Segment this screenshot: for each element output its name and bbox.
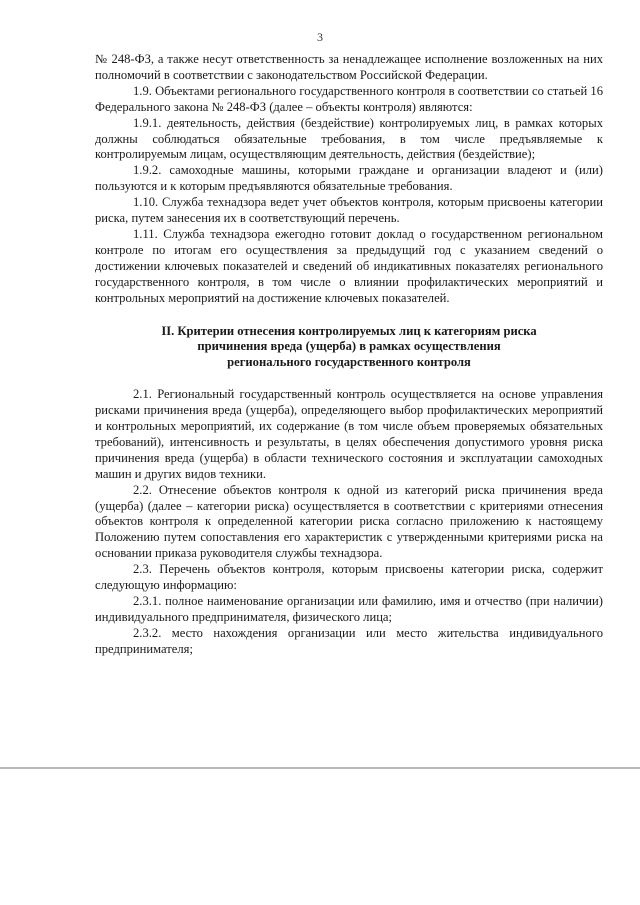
paragraph: 2.3.2. место нахождения организации или место жительства индивидуального предпринимателя; (95, 625, 603, 656)
document-body (95, 52, 603, 658)
paragraph: 1.9.1. деятельность, действия (бездействие) контролируемых лиц, в рамках которых должны соблюдаться обязательные требования, в том числе предъявляемые к контролируемым лицам, осуществляющим деятельность, действия (бездействие); (95, 115, 603, 162)
paragraph: 2.2. Отнесение объектов контроля к одной из категорий риска причинения вреда (ущерба) (далее – категории риска) осуществляется в соответствии с критериями отнесения объектов контроля к определенной категории риска согласно приложению к настоящему Положению путем сопоставления его характеристик с утвержденными критериями риска на основании приказа руководителя службы технадзора. (95, 482, 603, 561)
paragraph: 2.3.1. полное наименование организации или фамилию, имя и отчество (при наличии) индивидуального предпринимателя, физического лица; (95, 594, 603, 624)
paragraph: 1.11. Служба технадзора ежегодно готовит доклад о государственном региональном контроле по итогам его осуществления за предыдущий год с указанием сведений о достижении ключевых показателей и сведений об индикативных показателях регионального государственного контроля, в том числе о влиянии профилактических мероприятий и контрольных мероприятий на достижение ключевых показателей. (95, 226, 603, 305)
paragraph: № 248-ФЗ, а также несут ответственность за ненадлежащее исполнение возложенных на них полномочий в соответствии с законодательством Российской Федерации. (95, 52, 603, 82)
section-heading-line-1: II. Критерии отнесения контролируемых лиц к категориям риска (161, 323, 537, 338)
paragraph: 1.9. Объектами регионального государственного контроля в соответствии со статьей 16 Федерального закона № 248-ФЗ (далее – объекты контроля) являются: (95, 83, 603, 114)
blank-area-below-page (0, 769, 640, 905)
paragraph: 2.1. Региональный государственный контроль осуществляется на основе управления рисками причинения вреда (ущерба), определяющего выбор профилактических мероприятий и контрольных мероприятий, их содержание (в том числе объем проверяемых обязательных требований), интенсивность и результаты, в целях обеспечения допустимого уровня риска причинения вреда (ущерба) в области технического состояния и эксплуатации самоходных машин и других видов техники. (95, 387, 603, 481)
paragraph: 1.10. Служба технадзора ведет учет объектов контроля, которым присвоены категории риска, путем занесения их в соответствующий перечень. (95, 195, 603, 226)
section-heading-line-3: регионального государственного контроля (227, 355, 471, 370)
page-number: 3 (317, 30, 323, 44)
section-heading-line-2: причинения вреда (ущерба) в рамках осуществления (197, 339, 501, 354)
paragraph: 1.9.2. самоходные машины, которыми граждане и организации владеют и (или) пользуются и к которым предъявляются обязательные требования. (95, 163, 603, 194)
paragraphs-top (95, 52, 603, 307)
paragraphs-bottom (95, 387, 603, 657)
section-heading (95, 324, 603, 372)
paragraph: 2.3. Перечень объектов контроля, которым присвоены категории риска, содержит следующую информацию: (95, 562, 603, 593)
